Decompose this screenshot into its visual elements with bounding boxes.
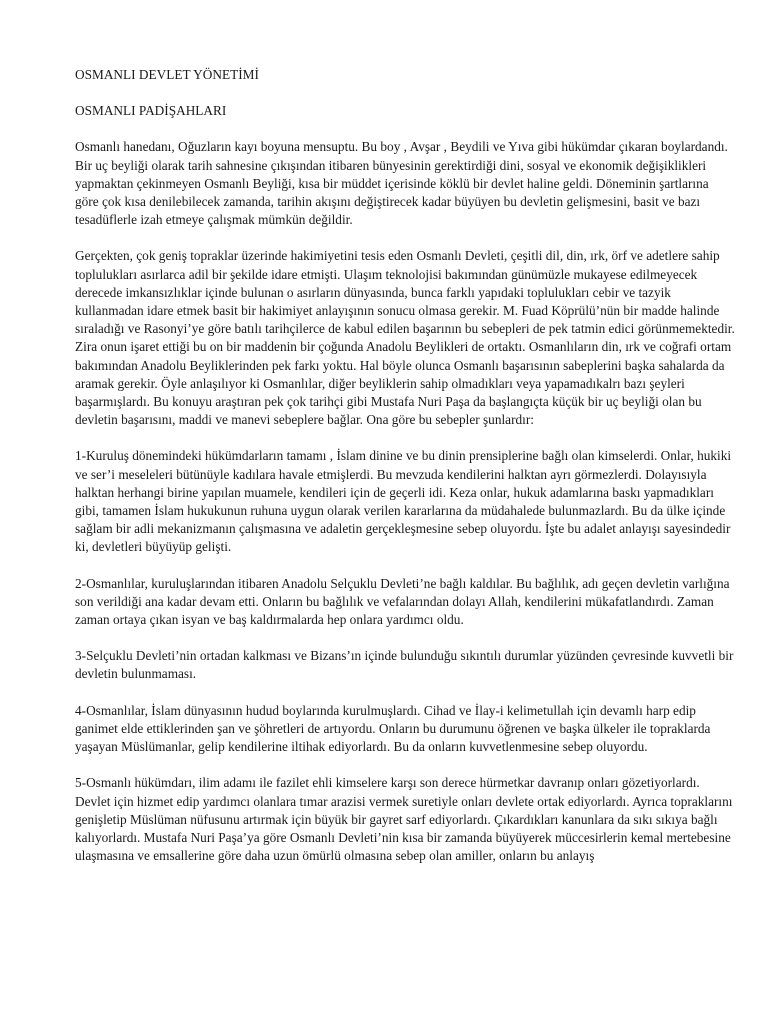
paragraph-reason-2: 2-Osmanlılar, kuruluşlarından itibaren Anadolu Selçuklu Devleti’ne bağlı kaldılar. Bu bağlılık, adı geçen devletin varlığına son verildiği ana kadar devam etti. Onların bu bağlılık ve vefalarından dolayı Allah, kendilerini mükafatlandırdı. Zaman zaman ortaya çıkan isyan ve baş kaldırmalarda hep onlara yardımcı oldu. bbox=[75, 575, 730, 628]
document-page bbox=[75, 66, 735, 883]
paragraph-intro: Osmanlı hanedanı, Oğuzların kayı boyuna mensuptu. Bu boy , Avşar , Beydili ve Yıva gibi hükümdar çıkaran boylardandı. Bir uç beyliği olarak tarih sahnesine çıkışından itibaren bünyesinin gerektirdiği dini, sosyal ve ekonomik değişiklikleri yapmaktan çekinmeyen Osmanlı Beyliği, kısa bir müddet içerisinde köklü bir devlet haline geldi. Döneminin şartlarına göre çok kısa denilebilecek zamanda, tarihin akışını değiştirecek kadar büyüyen bu devletin gelişmesini, basit ve bazı tesadüflerle izah etmeye çalışmak mümkün değildir. bbox=[75, 139, 728, 228]
paragraph-reason-5: 5-Osmanlı hükümdarı, ilim adamı ile fazilet ehli kimselere karşı son derece hürmetkar davranıp onları gözetiyorlardı. Devlet için hizmet edip yardımcı olanlara tımar arazisi vermek suretiyle onları devlete ortak ediyorlardı. Ayrıca topraklarını genişletip Müslüman nüfusunu artırmak için büyük bir gayret sarf ediyorlardı. Çıkardıkları kanunlara da sıkı sıkıya bağlı kalıyorlardı. Mustafa Nuri Paşa’ya göre Osmanlı Devleti’nin kısa bir zamanda büyüyerek müccesirlerin kemal mertebesine ulaşmasına ve emsallerine göre daha uzun ömürlü olmasına sebep olan amiller, onların bu anlayış bbox=[75, 775, 733, 864]
paragraph-reason-4: 4-Osmanlılar, İslam dünyasının hudud boylarında kurulmuşlardı. Cihad ve İlay-i kelimetullah için devamlı harp edip ganimet elde ettiklerinden şan ve şöhretleri de artıyordu. Onların bu durumunu öğrenen ve başka ülkeler ile topraklarda yaşayan Müslümanlar, gelip kendilerine iltihak ediyorlardı. Bu da onların kuvvetlenmesine sebep oluyordu. bbox=[75, 702, 711, 755]
paragraph-reason-3: 3-Selçuklu Devleti’nin ortadan kalkması ve Bizans’ın içinde bulunduğu sıkıntılı durumlar yüzünden çevresinde kuvvetli bir devletin bulunmaması. bbox=[75, 648, 734, 682]
document-subtitle: OSMANLI PADİŞAHLARI bbox=[75, 103, 227, 119]
paragraph-reason-1: 1-Kuruluş dönemindeki hükümdarların tamamı , İslam dinine ve bu dinin prensiplerine bağlı olan kimselerdi. Onlar, hukiki ve ser’i meseleleri bütünüyle kadılara havale etmişlerdi. Bu mevzuda kendilerini halktan ayrı görmezlerdi. Dolayısıyla halktan herhangi birine yapılan muamele, kendileri için de geçerli idi. Keza onlar, hukuk adamlarına baskı yapmadıkları gibi, tamamen İslam hukukunun ruhuna uygun olarak verilen kararlarına da müdahalede bulunmazlardı. Bu da ülke içinde sağlam bir adli mekanizmanın çalışmasına ve adaletin gerçekleşmesine sebep oluyordu. İşte bu adalet anlayışı sayesindedir ki, devletleri büyüyüp gelişti. bbox=[75, 448, 732, 555]
paragraph-reasons: Gerçekten, çok geniş topraklar üzerinde hakimiyetini tesis eden Osmanlı Devleti, çeşitli dil, din, ırk, örf ve adetlere sahip toplulukları asırlarca adil bir şekilde idare etmişti. Ulaşım teknolojisi bakımından günümüzle mukayese edilmeyecek derecede imkansızlıklar içinde bulunan o asırların dünyasında, bunca farklı yapıdaki toplulukları cebir ve tazyik kullanmadan idare etmek basit bir hakimiyet anlayışının sonucu olmasa gerekir. M. Fuad Köprülü’nün bir madde halinde sıraladığı ve Rasonyi’ye göre batılı tarihçilerce de kabul edilen başarının bu sebepleri de pek tatmin edici görünmemektedir. Zira onun işaret ettiği bu on bir maddenin bir çoğunda Anadolu Beylikleri de ortaktı. Osmanlıların din, ırk ve coğrafi ortam bakımından Anadolu Beyliklerinden pek farkı yoktu. Hal böyle olunca Osmanlı başarısının sabeplerini başka sahalarda da aramak gerekir. Öyle anlaşılıyor ki Osmanlılar, diğer beyliklerin sahip olmadıkları veya yapamadıkalrı bazı şeyleri başarmışlardı. Bu konuyu araştıran pek çok tarihçi gibi Mustafa Nuri Paşa da başlangıçta küçük bir uç beyliği olan bu devletin başarısını, maddi ve manevi sebeplere bağlar. Ona göre bu sebepler şunlardır: bbox=[75, 248, 735, 428]
document-title: OSMANLI DEVLET YÖNETİMİ bbox=[75, 67, 259, 82]
